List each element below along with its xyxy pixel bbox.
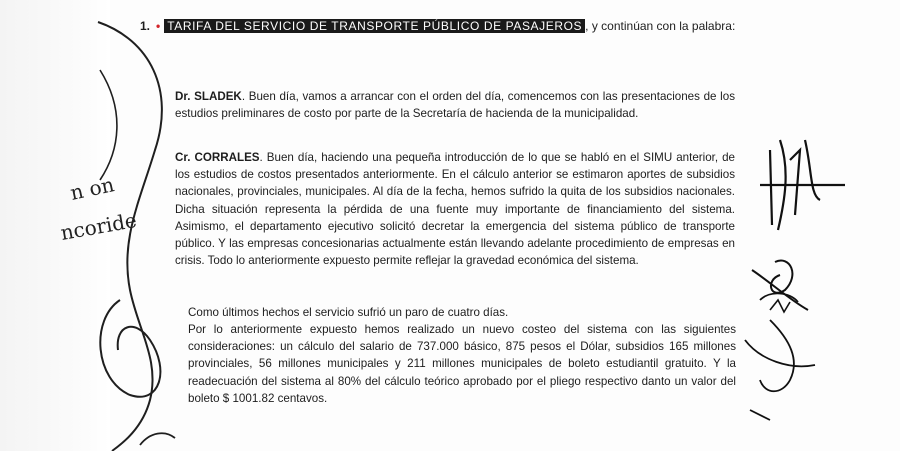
right-signature-lower-icon bbox=[745, 293, 815, 420]
paragraph-strike bbox=[188, 304, 736, 321]
speaker-name: Cr. CORRALES bbox=[175, 151, 260, 164]
paragraph-text: . Buen día, vamos a arrancar con el orden del día, comencemos con las presentaciones de los estudios preliminares de costo por parte de la Secretaría de hacienda de la municipalidad. bbox=[175, 90, 735, 121]
scan-edge-shade bbox=[0, 0, 110, 451]
item-continuation: , y continúan con la palabra: bbox=[585, 19, 736, 33]
paragraph-text: Como últimos hechos el servicio sufrió un paro de cuatro días. bbox=[188, 306, 509, 319]
right-signature-top-icon bbox=[760, 140, 845, 230]
paragraph-corrales bbox=[175, 149, 735, 269]
right-signature-middle-icon bbox=[752, 261, 808, 310]
item-number: 1. bbox=[140, 19, 151, 33]
margin-note-line2: ncoride bbox=[58, 207, 139, 245]
paragraph-costeo bbox=[188, 321, 736, 407]
bottom-mark-icon bbox=[140, 433, 175, 445]
margin-note-line1: n on bbox=[68, 172, 117, 205]
paragraph-sladek bbox=[175, 88, 735, 122]
bullet-icon: • bbox=[156, 19, 161, 33]
paragraph-text: . Buen día, haciendo una pequeña introducción de lo que se habló en el SIMU anterior, de los estudios de costos presentados anteriormente. En el cálculo anterior se estimaron aportes de subsidios nacionales, provinciales, municipales. Al día de la fecha, hemos sufrido la quita de los subsidios nacionales. Dicha situación representa la pérdida de una fuente muy importante de financiamiento del sistema. Asimismo, el departamento ejecutivo solicitó decretar la emergencia del sistema público de transporte público. Y las empresas concesionarias actualmente están llevando adelante procedimiento de empresas en crisis. Todo lo anteriormente expuesto permite reflejar la gravedad económica del sistema. bbox=[175, 151, 736, 268]
speaker-name: Dr. SLADEK bbox=[175, 90, 242, 103]
right-small-mark-icon bbox=[770, 300, 790, 312]
item-title: TARIFA DEL SERVICIO DE TRANSPORTE PÚBLICO DE PASAJEROS bbox=[164, 19, 585, 33]
paragraph-text: Por lo anteriormente expuesto hemos realizado un nuevo costeo del sistema con las siguientes consideraciones: un cálculo del salario de 737.000 básico, 875 pesos el Dólar, subsidios 165 millones provinciales, 56 millones municipales y 211 millones municipales de boleto estudiantil gratuito. Y la readecuación del sistema al 80% del cálculo teórico aprobado por el pliego respectivo danto un valor del boleto $ 1001.82 centavos. bbox=[188, 323, 736, 405]
agenda-item-heading bbox=[140, 18, 740, 35]
